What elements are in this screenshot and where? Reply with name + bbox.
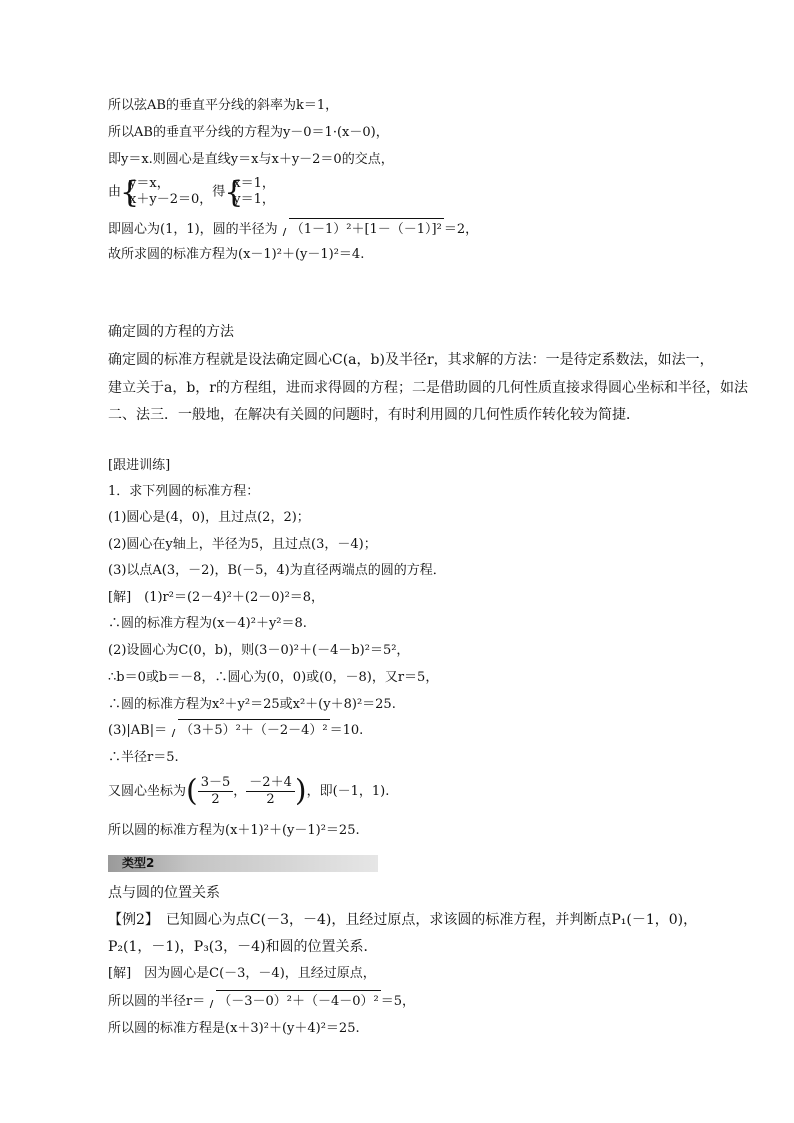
type-banner xyxy=(108,855,378,872)
sqrt-radius xyxy=(279,218,444,240)
example-line-2: P₂(1，－1)，P₃(3，－4)和圆的位置关系． xyxy=(108,939,378,955)
system2-row1: { x＝1， xyxy=(233,176,275,191)
sqrt-r xyxy=(206,990,381,1012)
training-header: [跟进训练] xyxy=(108,458,171,473)
answer-line-7: ∴半径r＝5. xyxy=(108,750,179,765)
example-solution-line-2 xyxy=(108,990,415,1012)
sqrt-ab xyxy=(168,719,330,741)
answer-line-9: 所以圆的标准方程为(x＋1)²＋(y－1)²＝25. xyxy=(108,823,360,838)
radicand: （－3－0）²＋（－4－0）² xyxy=(216,990,381,1012)
solution-line-2: 所以AB的垂直平分线的方程为y－0＝1·(x－0)， xyxy=(108,125,389,140)
radicand: （3＋5）²＋（－2－4）² xyxy=(178,719,330,741)
example-line-1: 【例2】 已知圆心为点C(－3，－4)，且经过原点，求该圆的标准方程，并判断点P₁(－1，0)， xyxy=(108,912,698,928)
fraction-1-numerator: 3－5 xyxy=(198,775,234,792)
fraction-separator: ， xyxy=(233,784,247,799)
solution-line-3: 即y＝x.则圆心是直线y＝x与x＋y－2＝0的交点， xyxy=(108,152,394,167)
system-mid: 得 xyxy=(212,184,226,200)
method-paragraph-line-2: 建立关于a，b，r的方程组，进而求得圆的方程；二是借助圆的几何性质直接求得圆心坐标和半径，如法 xyxy=(108,380,748,396)
answer-line-8 xyxy=(108,775,389,808)
radicand: （1－1）²＋[1－（－1）]² xyxy=(289,218,444,240)
ab-suffix: ＝10. xyxy=(329,723,364,738)
solution-line-6: 故所求圆的标准方程为(x－1)²＋(y－1)²＝4. xyxy=(108,247,365,262)
equation-system-2 xyxy=(225,176,275,208)
r-prefix: 所以圆的半径r＝ xyxy=(108,994,206,1009)
solution-line-4 xyxy=(108,176,275,208)
type2-title: 点与圆的位置关系 xyxy=(108,885,220,901)
fraction-1-denominator: 2 xyxy=(211,792,220,807)
center-prefix: 又圆心坐标为 xyxy=(108,784,187,799)
answer-line-4: ∴b＝0或b＝－8，∴圆心为(0，0)或(0，－8)，又r＝5， xyxy=(108,670,439,685)
answer-line-2: ∴圆的标准方程为(x－4)²＋y²＝8. xyxy=(108,616,307,631)
answer-line-1: [解] (1)r²＝(2－4)²＋(2－0)²＝8， xyxy=(108,590,325,605)
example-solution-line-1: [解] 因为圆心是C(－3，－4)，且经过原点， xyxy=(108,966,376,981)
question-1: (1)圆心是(4，0)，且过点(2，2)； xyxy=(108,510,310,525)
system1-row2: x＋y－2＝0， xyxy=(129,192,213,207)
question-3: (3)以点A(3，－2)，B(－5，4)为直径两端点的圆的方程． xyxy=(108,563,446,578)
solution-line-5 xyxy=(108,218,478,240)
system1-row1: { y＝x， xyxy=(129,176,170,191)
fraction-2 xyxy=(246,775,295,808)
answer-line-6 xyxy=(108,719,363,741)
question-2: (2)圆心在y轴上，半径为5，且过点(3，－4)； xyxy=(108,537,377,552)
type-banner-label: 类型2 xyxy=(122,856,155,870)
system2-row2: y＝1， xyxy=(233,192,275,207)
left-paren: ( xyxy=(186,773,198,809)
system-prefix: 由 xyxy=(108,184,122,200)
radius-prefix: 即圆心为(1，1)，圆的半径为 xyxy=(108,222,278,237)
fraction-2-denominator: 2 xyxy=(266,792,275,807)
r-suffix: ＝5， xyxy=(380,994,416,1009)
solution-line-1: 所以弦AB的垂直平分线的斜率为k＝1， xyxy=(108,98,339,113)
method-paragraph-line-1: 确定圆的标准方程就是设法确定圆心C(a，b)及半径r，其求解的方法：一是待定系数法，如法一， xyxy=(108,352,714,368)
right-paren: ) xyxy=(294,773,307,809)
center-suffix: ，即(－1，1). xyxy=(306,784,390,799)
example-solution-line-3: 所以圆的标准方程是(x＋3)²＋(y＋4)²＝25. xyxy=(108,1021,360,1036)
method-paragraph-line-3: 二、法三．一般地，在解决有关圆的问题时，有时利用圆的几何性质作转化较为简捷． xyxy=(108,407,640,423)
fraction-1 xyxy=(198,775,234,808)
question-title: 1．求下列圆的标准方程： xyxy=(108,484,260,499)
equation-system-1 xyxy=(121,176,212,208)
answer-line-3: (2)设圆心为C(0，b)，则(3－0)²＋(－4－b)²＝5²， xyxy=(108,643,410,658)
answer-line-5: ∴圆的标准方程为x²＋y²＝25或x²＋(y＋8)²＝25. xyxy=(108,697,396,712)
ab-prefix: (3)|AB|＝ xyxy=(108,723,168,738)
method-title: 确定圆的方程的方法 xyxy=(108,324,234,340)
radius-suffix: ＝2， xyxy=(443,222,479,237)
fraction-2-numerator: －2＋4 xyxy=(246,775,295,792)
